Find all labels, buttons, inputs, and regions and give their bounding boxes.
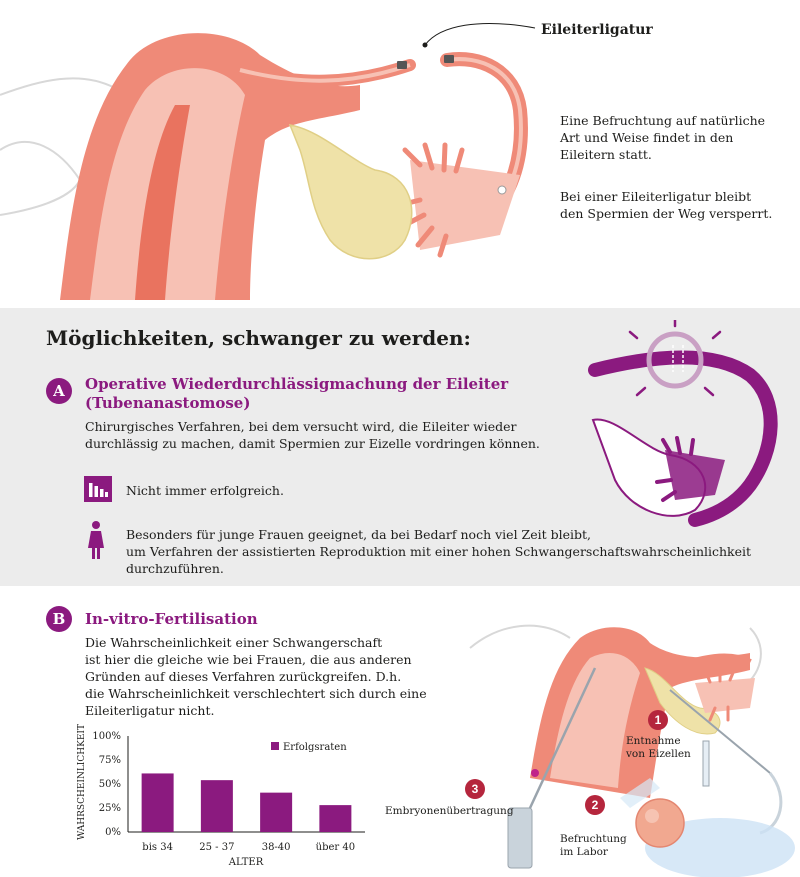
step-3-label: Embryonenübertragung bbox=[385, 805, 514, 817]
success-rate-chart bbox=[70, 722, 370, 872]
option-b-desc-line: Gründen auf dieses Verfahren zurückgreifen. D.h. bbox=[85, 669, 402, 684]
legend-label: Erfolgsraten bbox=[283, 742, 347, 753]
option-a-desc-line: Chirurgisches Verfahren, bei dem versucht wird, die Eileiter wieder bbox=[85, 419, 517, 434]
x-tick-label: 25 - 37 bbox=[199, 842, 235, 853]
option-b-desc-line: die Wahrscheinlichkeit verschlechtert sich durch eine bbox=[85, 686, 427, 701]
intro-line: Bei einer Eileiterligatur bleibt bbox=[560, 189, 752, 204]
x-axis-label: ALTER bbox=[228, 857, 264, 868]
ligation-callout-title: Eileiterligatur bbox=[541, 22, 653, 38]
x-tick-label: über 40 bbox=[315, 842, 356, 853]
woman-icon bbox=[86, 520, 106, 560]
x-tick-label: 38-40 bbox=[261, 842, 291, 853]
y-tick-label: 75% bbox=[98, 755, 121, 766]
bar-1 bbox=[142, 773, 174, 832]
bar-chart-icon bbox=[84, 476, 112, 502]
options-heading: Möglichkeiten, schwanger zu werden: bbox=[46, 326, 471, 350]
bar-2 bbox=[201, 780, 233, 832]
step-1-badge: 1 bbox=[648, 710, 668, 730]
y-tick-label: 100% bbox=[92, 731, 121, 742]
bar-3 bbox=[260, 793, 292, 832]
intro-line: Eileitern statt. bbox=[560, 147, 652, 162]
option-b-badge: B bbox=[46, 606, 72, 632]
y-tick-label: 0% bbox=[105, 827, 121, 838]
option-b-desc-line: ist hier die gleiche wie bei Frauen, die aus anderen bbox=[85, 652, 412, 667]
option-a-title-line: (Tubenanastomose) bbox=[85, 394, 251, 412]
note-young-women bbox=[126, 526, 751, 577]
note-young-line: um Verfahren der assistierten Reproduktion mit einer hohen Schwangerschaftswahrscheinlichkeit bbox=[126, 544, 752, 559]
step-2-badge: 2 bbox=[585, 795, 605, 815]
note-young-line: Besonders für junge Frauen geeignet, da bei Bedarf noch viel Zeit bleibt, bbox=[126, 527, 592, 542]
step-label-line: Entnahme bbox=[626, 735, 681, 747]
intro-paragraph-natural bbox=[560, 112, 790, 163]
x-tick-label: bis 34 bbox=[142, 842, 173, 853]
option-a-title-line: Operative Wiederdurchlässigmachung der Eileiter bbox=[85, 375, 509, 393]
step-label-line: von Eizellen bbox=[626, 748, 691, 760]
intro-line: Art und Weise findet in den bbox=[560, 130, 734, 145]
option-a-badge: A bbox=[46, 378, 72, 404]
option-b-desc-line: Die Wahrscheinlichkeit einer Schwangerschaft bbox=[85, 635, 383, 650]
step-1-label bbox=[626, 735, 691, 761]
option-b-title: In-vitro-Fertilisation bbox=[85, 610, 258, 628]
step-label-line: Befruchtung bbox=[560, 833, 627, 845]
note-young-line: durchzuführen. bbox=[126, 561, 224, 576]
legend-swatch bbox=[271, 742, 279, 750]
note-success: Nicht immer erfolgreich. bbox=[126, 483, 284, 498]
step-3-badge: 3 bbox=[465, 779, 485, 799]
option-b-description bbox=[85, 634, 427, 719]
step-2-label bbox=[560, 833, 627, 859]
intro-line: Eine Befruchtung auf natürliche bbox=[560, 113, 766, 128]
option-a-desc-line: durchlässig zu machen, damit Spermien zur Eizelle vordringen können. bbox=[85, 436, 540, 451]
option-a-title bbox=[85, 375, 508, 413]
top-section bbox=[0, 0, 800, 308]
y-axis-label: WAHRSCHEINLICHKEIT bbox=[77, 724, 87, 840]
step-label-line: im Labor bbox=[560, 846, 608, 858]
intro-line: den Spermien der Weg versperrt. bbox=[560, 206, 773, 221]
tubal-ligation-illustration bbox=[0, 0, 540, 300]
intro-paragraph-ligation bbox=[560, 188, 790, 222]
y-tick-label: 50% bbox=[98, 779, 121, 790]
option-b-desc-line: Eileiterligatur nicht. bbox=[85, 703, 215, 718]
y-tick-label: 25% bbox=[98, 803, 121, 814]
bar-4 bbox=[319, 805, 351, 832]
option-a-description bbox=[85, 418, 540, 452]
tubal-anastomosis-illustration bbox=[575, 320, 795, 530]
